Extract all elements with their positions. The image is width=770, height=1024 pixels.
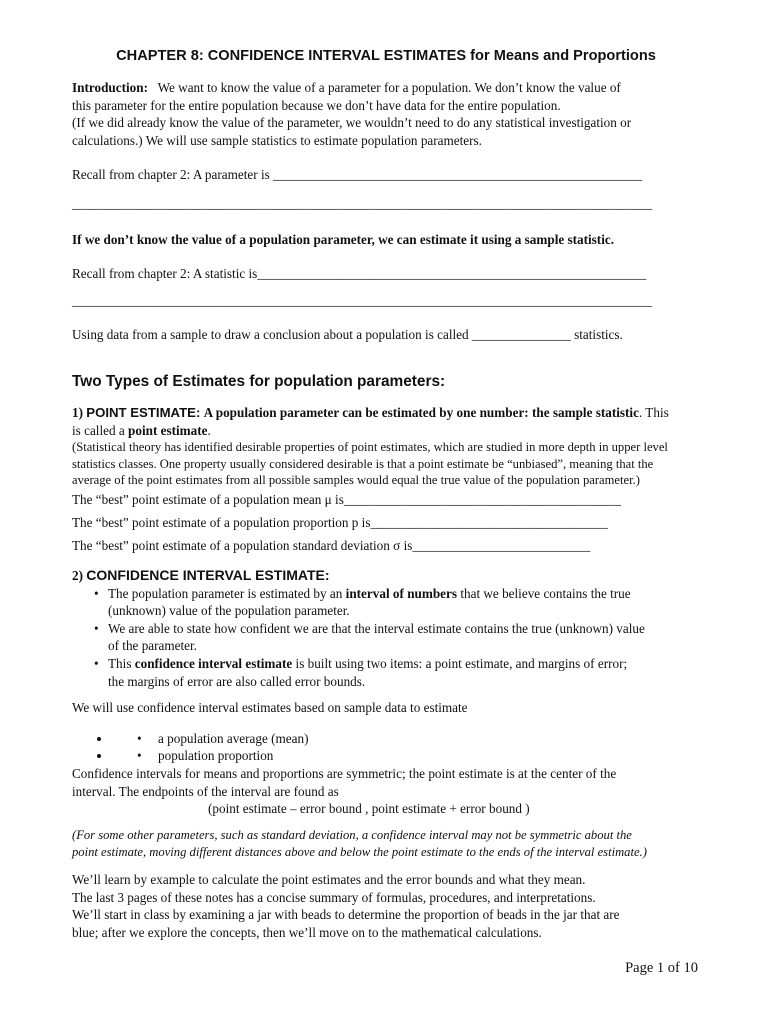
point-estimate-line-1 <box>72 404 700 422</box>
point-estimate-label: POINT ESTIMATE: <box>86 405 201 420</box>
closing-line-1: We’ll learn by example to calculate the point estimates and the error bounds and what they mean. <box>72 872 586 887</box>
intro-text-1: We want to know the value of a parameter for a population. We don’t know the value of <box>157 80 621 95</box>
closing-line-4: blue; after we explore the concepts, then we’ll move on to the mathematical calculations. <box>72 924 542 940</box>
ci-bullet-list <box>72 585 700 691</box>
page-number: Page 1 of 10 <box>625 960 698 976</box>
ci-bullet-3 <box>72 655 700 690</box>
intro-label: Introduction: <box>72 80 148 95</box>
ci-bullet-1-line-2: (unknown) value of the population parameter. <box>108 603 350 619</box>
closing-paragraph <box>72 871 700 941</box>
ci-heading <box>72 567 700 585</box>
recall-statistic-line: Recall from chapter 2: A statistic is___________________________________________________________ <box>72 266 647 281</box>
point-estimate-note <box>72 439 700 489</box>
symmetric-paragraph <box>72 765 700 818</box>
italic-note-line-2: point estimate, moving different distances above and below the point estimate to the ends of the interval estimate.) <box>72 844 647 859</box>
ci-b1a: The population parameter is estimated by an <box>108 585 343 601</box>
point-estimate-bold-text: A population parameter can be estimated by one number: the sample statistic <box>203 405 639 420</box>
closing-line-2: The last 3 pages of these notes has a concise summary of formulas, procedures, and interpretations. <box>72 889 596 905</box>
bold-statement: If we don’t know the value of a population parameter, we can estimate it using a sample statistic. <box>72 232 615 247</box>
ci-bullet-3-line-2: the margins of error are also called error bounds. <box>108 673 366 689</box>
italic-note-line-1: (For some other parameters, such as standard deviation, a confidence interval may not be symmetric about the <box>72 828 632 842</box>
ci-b3c: is built using two items: a point estimate, and margins of error; <box>295 655 628 671</box>
ci-interval-term: interval of numbers <box>345 585 458 601</box>
ci-label: CONFIDENCE INTERVAL ESTIMATE: <box>86 567 330 583</box>
point-estimate-term: point estimate <box>128 422 208 438</box>
interval-formula: (point estimate – error bound , point estimate + error bound ) <box>208 801 530 817</box>
point-estimate-section <box>72 404 700 489</box>
ci-bullet-3-line-1 <box>108 655 700 673</box>
ci-bullet-2 <box>72 620 700 655</box>
point-note-line-2: statistics classes. One property usually considered desirable is that a point estimate be “unbiased”, meaning that the <box>72 456 654 471</box>
use-ci-item-mean: • • a population average (mean) <box>112 730 700 748</box>
intro-line-3: (If we did already know the value of the parameter, we wouldn’t need to do any statistical investigation or <box>72 115 632 131</box>
blank-line-1: ________________________________________________________________________________________ <box>72 196 653 211</box>
best-proportion-line: The “best” point estimate of a population proportion p is____________________________________ <box>72 515 608 530</box>
use-ci-intro: We will use confidence interval estimates based on sample data to estimate <box>72 700 468 715</box>
confidence-interval-section <box>72 567 700 690</box>
point-note-line-3: average of the point estimates from all possible samples would equal the true value of the population parameter.) <box>72 473 640 488</box>
point-num: 1) <box>72 405 83 420</box>
intro-line-1 <box>72 79 700 97</box>
introduction-paragraph <box>72 79 700 149</box>
point-note-line-1: (Statistical theory has identified desirable properties of point estimates, which are studied in more depth in upper level <box>72 440 668 455</box>
two-types-heading: Two Types of Estimates for population parameters: <box>72 373 446 390</box>
inferential-statistics-line: Using data from a sample to draw a conclusion about a population is called _______________ statistics. <box>72 327 623 342</box>
ci-bullet-1-line-1 <box>108 585 700 603</box>
point-estimate-line-2 <box>72 422 700 440</box>
symmetric-line-2: interval. The endpoints of the interval are found as <box>72 783 339 799</box>
point-estimate-tail: . This <box>638 405 669 420</box>
best-sd-line: The “best” point estimate of a population standard deviation σ is___________________________ <box>72 538 591 553</box>
closing-line-3: We’ll start in class by examining a jar with beads to determine the proportion of beads in the jar that are <box>72 907 620 923</box>
point-line2-period: . <box>207 422 211 438</box>
ci-confidence-term: confidence interval estimate <box>134 655 293 671</box>
intro-line-2: this parameter for the entire population because we don’t have data for the entire population. <box>72 97 561 113</box>
ci-bullet-2-line-1: • We are able to state how confident we are that the interval estimate contains the true (unknown) value <box>108 620 645 636</box>
ci-b1c: that we believe contains the true <box>460 585 631 601</box>
ci-b3a: This <box>108 655 132 671</box>
use-ci-item-proportion: • • population proportion <box>112 747 700 765</box>
ci-num: 2) <box>72 568 83 583</box>
symmetric-line-1: Confidence intervals for means and proportions are symmetric; the point estimate is at the center of the <box>72 766 617 781</box>
page-title: CHAPTER 8: CONFIDENCE INTERVAL ESTIMATES for Means and Proportions <box>116 48 656 64</box>
intro-line-4: calculations.) We will use sample statistics to estimate population parameters. <box>72 132 482 148</box>
recall-parameter-line: Recall from chapter 2: A parameter is ________________________________________________________ <box>72 167 643 182</box>
point-line2-text: is called a <box>72 422 125 438</box>
best-mean-line: The “best” point estimate of a population mean μ is__________________________________________ <box>72 492 621 507</box>
italic-note <box>72 827 700 860</box>
blank-line-2: ________________________________________________________________________________________ <box>72 293 653 308</box>
ci-bullet-2-line-2: of the parameter. <box>108 638 197 654</box>
ci-bullet-1 <box>72 585 700 620</box>
use-ci-list <box>72 730 700 765</box>
